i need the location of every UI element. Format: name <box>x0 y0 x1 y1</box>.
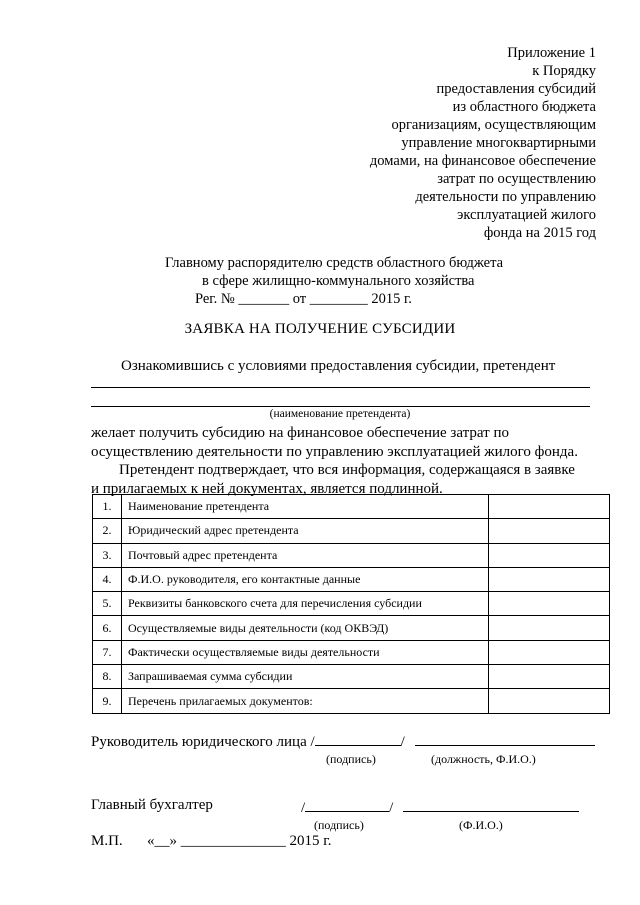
slash: / <box>400 734 405 750</box>
head-label: Руководитель юридического лица / <box>91 734 315 750</box>
confirmation-line-2: и прилагаемых к ней документах, является подлинной. <box>91 481 443 497</box>
row-number: 3. <box>93 543 122 567</box>
annex-line: организациям, осуществляющим <box>391 117 596 133</box>
row-value-cell[interactable] <box>489 567 610 591</box>
applicant-caption: (наименование претендента) <box>269 408 411 420</box>
word: затрат <box>450 425 490 441</box>
confirmation-line-1: Претендент подтверждает, что вся информация, содержащаяся в заявке <box>119 462 575 478</box>
accountant-signature-caption: (подпись) <box>314 818 364 832</box>
accountant-name-caption: (Ф.И.О.) <box>459 818 503 832</box>
accountant-label: Главный бухгалтер <box>91 797 213 813</box>
row-value-cell[interactable] <box>489 689 610 713</box>
stamp-label: М.П. <box>91 833 123 849</box>
row-value-cell[interactable] <box>489 543 610 567</box>
accountant-signature-field[interactable] <box>305 797 389 812</box>
annex-line: из областного бюджета <box>452 99 596 115</box>
accountant-name-field[interactable] <box>403 797 579 812</box>
slash: / <box>389 800 394 816</box>
row-value-cell[interactable] <box>489 616 610 640</box>
row-number: 2. <box>93 519 122 543</box>
row-value-cell[interactable] <box>489 519 610 543</box>
row-label: Запрашиваемая сумма субсидии <box>122 665 489 689</box>
document-title: ЗАЯВКА НА ПОЛУЧЕНИЕ СУБСИДИИ <box>184 321 456 337</box>
word: получить <box>138 425 199 441</box>
row-number: 7. <box>93 640 122 664</box>
applicant-name-line-2[interactable] <box>91 406 590 407</box>
table-row <box>93 689 610 713</box>
applicant-name-line[interactable] <box>91 387 590 388</box>
row-label: Ф.И.О. руководителя, его контактные данные <box>122 567 489 591</box>
row-label: Реквизиты банковского счета для перечисления субсидии <box>122 592 489 616</box>
row-value-cell[interactable] <box>489 640 610 664</box>
head-signature-field[interactable] <box>315 731 401 746</box>
word: по <box>493 425 509 441</box>
annex-line: управление многоквартирными <box>401 135 596 151</box>
table-row <box>93 567 610 591</box>
slash: / <box>301 800 306 816</box>
table-row <box>93 592 610 616</box>
row-number: 5. <box>93 592 122 616</box>
date-line[interactable]: «__» ______________ 2015 г. <box>147 833 332 849</box>
annex-line: эксплуатацией жилого <box>457 207 596 223</box>
paragraph-purpose <box>91 424 590 462</box>
row-value-cell[interactable] <box>489 495 610 519</box>
word: желает <box>91 425 136 441</box>
row-label: Осуществляемые виды деятельности (код ОКВЭД) <box>122 616 489 640</box>
row-label: Перечень прилагаемых документов: <box>122 689 489 713</box>
accountant-signature-line <box>301 797 579 817</box>
application-table <box>92 494 610 714</box>
annex-header <box>266 44 596 242</box>
head-position-caption: (должность, Ф.И.О.) <box>431 752 536 766</box>
addressee-line: Главному распорядителю средств областного бюджета <box>165 255 504 271</box>
table-row <box>93 616 610 640</box>
row-number: 9. <box>93 689 122 713</box>
head-signature-caption: (подпись) <box>326 752 376 766</box>
head-position-field[interactable] <box>415 731 595 746</box>
annex-line: предоставления субсидий <box>436 81 596 97</box>
intro-text: Ознакомившись с условиями предоставления субсидии, претендент <box>121 358 556 374</box>
row-number: 8. <box>93 665 122 689</box>
annex-line: домами, на финансовое обеспечение <box>369 153 596 169</box>
word: финансовое <box>287 425 364 441</box>
purpose-line-2: осуществлению деятельности по управлению эксплуатацией жилого фонда. <box>91 444 578 460</box>
addressee-line: в сфере жилищно-коммунального хозяйства <box>202 273 475 289</box>
row-value-cell[interactable] <box>489 665 610 689</box>
registration-line: Рег. № _______ от ________ 2015 г. <box>195 291 412 307</box>
row-label: Почтовый адрес претендента <box>122 543 489 567</box>
row-number: 6. <box>93 616 122 640</box>
table-row <box>93 519 610 543</box>
table-row <box>93 495 610 519</box>
annex-line: Приложение 1 <box>507 45 596 61</box>
row-label: Фактически осуществляемые виды деятельности <box>122 640 489 664</box>
row-number: 4. <box>93 567 122 591</box>
table-row <box>93 543 610 567</box>
word: обеспечение <box>366 425 447 441</box>
table-row <box>93 640 610 664</box>
row-number: 1. <box>93 495 122 519</box>
annex-line: фонда на 2015 год <box>483 225 596 241</box>
word: субсидию <box>201 425 265 441</box>
annex-line: к Порядку <box>532 63 596 79</box>
row-label: Наименование претендента <box>122 495 489 519</box>
annex-line: деятельности по управлению <box>415 189 596 205</box>
word: на <box>268 425 284 441</box>
head-signature-line <box>91 731 595 751</box>
table-row <box>93 665 610 689</box>
purpose-line-1 <box>91 424 590 443</box>
addressee-block <box>165 254 565 308</box>
annex-line: затрат по осуществлению <box>437 171 596 187</box>
row-value-cell[interactable] <box>489 592 610 616</box>
row-label: Юридический адрес претендента <box>122 519 489 543</box>
